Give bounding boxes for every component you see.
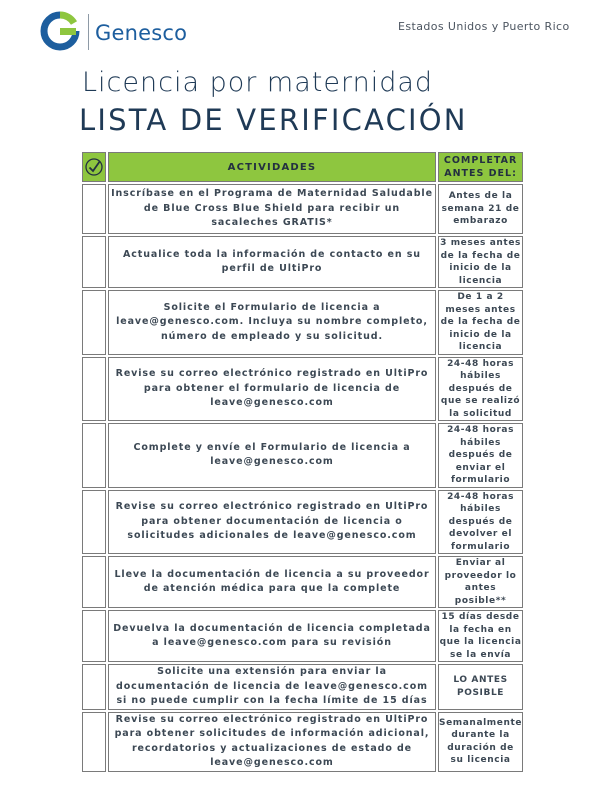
table-header-row — [82, 152, 523, 182]
header-check-cell — [82, 152, 106, 182]
header-complete-before — [438, 152, 523, 182]
header-due-line2: ANTES DEL: — [444, 168, 517, 179]
row-checkbox[interactable] — [82, 664, 106, 710]
activity-text: Lleve la documentación de licencia a su proveedor de atención médica para que la complete — [108, 556, 436, 608]
activity-text: Devuelva la documentación de licencia completada a leave@genesco.com para su revisión — [108, 610, 436, 662]
table-row — [82, 610, 523, 662]
due-text: Antes de la semana 21 de embarazo — [438, 184, 523, 234]
row-checkbox[interactable] — [82, 290, 106, 355]
brand-name: Genesco — [95, 21, 188, 45]
due-text: 3 meses antes de la fecha de inicio de la licencia — [438, 236, 523, 288]
activity-text: Revise su correo electrónico registrado en UltiPro para obtener solicitudes de información adicional, recordatorios y actualizaciones de estado de leave@genesco.com — [108, 712, 436, 772]
header-due-line1: COMPLETAR — [443, 155, 518, 166]
activity-text: Actualice toda la información de contacto en su perfil de UltiPro — [108, 236, 436, 288]
due-text: LO ANTES POSIBLE — [438, 664, 523, 710]
row-checkbox[interactable] — [82, 236, 106, 288]
due-text: Semanalmente durante la duración de su licencia — [438, 712, 523, 772]
due-text: 24-48 horas hábiles después de devolver el formulario — [438, 490, 523, 555]
table-row — [82, 556, 523, 608]
table-row — [82, 490, 523, 555]
genesco-logo-icon — [38, 11, 82, 51]
activity-text: Inscríbase en el Programa de Maternidad Saludable de Blue Cross Blue Shield para recibir un sacaleches GRATIS* — [108, 184, 436, 234]
row-checkbox[interactable] — [82, 556, 106, 608]
table-row — [82, 184, 523, 234]
row-checkbox[interactable] — [82, 610, 106, 662]
activity-text: Solicite una extensión para enviar la documentación de licencia de leave@genesco.com si no puede cumplir con la fecha límite de 15 días — [108, 664, 436, 710]
checkmark-circle-icon — [85, 158, 103, 176]
region-label: Estados Unidos y Puerto Rico — [398, 20, 570, 33]
due-text: 15 días desde la fecha en que la licencia se la envía — [438, 610, 523, 662]
row-checkbox[interactable] — [82, 357, 106, 422]
row-checkbox[interactable] — [82, 490, 106, 555]
logo-divider — [88, 14, 89, 50]
table-row — [82, 357, 523, 422]
due-text: Enviar al proveedor lo antes posible** — [438, 556, 523, 608]
row-checkbox[interactable] — [82, 184, 106, 234]
due-text: 24-48 horas hábiles después de que se realizó la solicitud — [438, 357, 523, 422]
checklist-table — [80, 150, 525, 774]
table-row — [82, 664, 523, 710]
activity-text: Solicite el Formulario de licencia a leave@genesco.com. Incluya su nombre completo, número de empleado y su solicitud. — [108, 290, 436, 355]
row-checkbox[interactable] — [82, 712, 106, 772]
table-row — [82, 712, 523, 772]
activity-text: Complete y envíe el Formulario de licencia a leave@genesco.com — [108, 423, 436, 488]
activity-text: Revise su correo electrónico registrado en UltiPro para obtener el formulario de licencia de leave@genesco.com — [108, 357, 436, 422]
table-row — [82, 236, 523, 288]
due-text: De 1 a 2 meses antes de la fecha de inicio de la licencia — [438, 290, 523, 355]
page-title: LISTA DE VERIFICACIÓN — [79, 103, 468, 137]
row-checkbox[interactable] — [82, 423, 106, 488]
activity-text: Revise su correo electrónico registrado en UltiPro para obtener documentación de licencia o solicitudes adicionales de leave@genesco.com — [108, 490, 436, 555]
header-activities: ACTIVIDADES — [108, 152, 436, 182]
page-subtitle: Licencia por maternidad — [82, 67, 434, 98]
due-text: 24-48 horas hábiles después de enviar el formulario — [438, 423, 523, 488]
table-row — [82, 290, 523, 355]
table-row — [82, 423, 523, 488]
